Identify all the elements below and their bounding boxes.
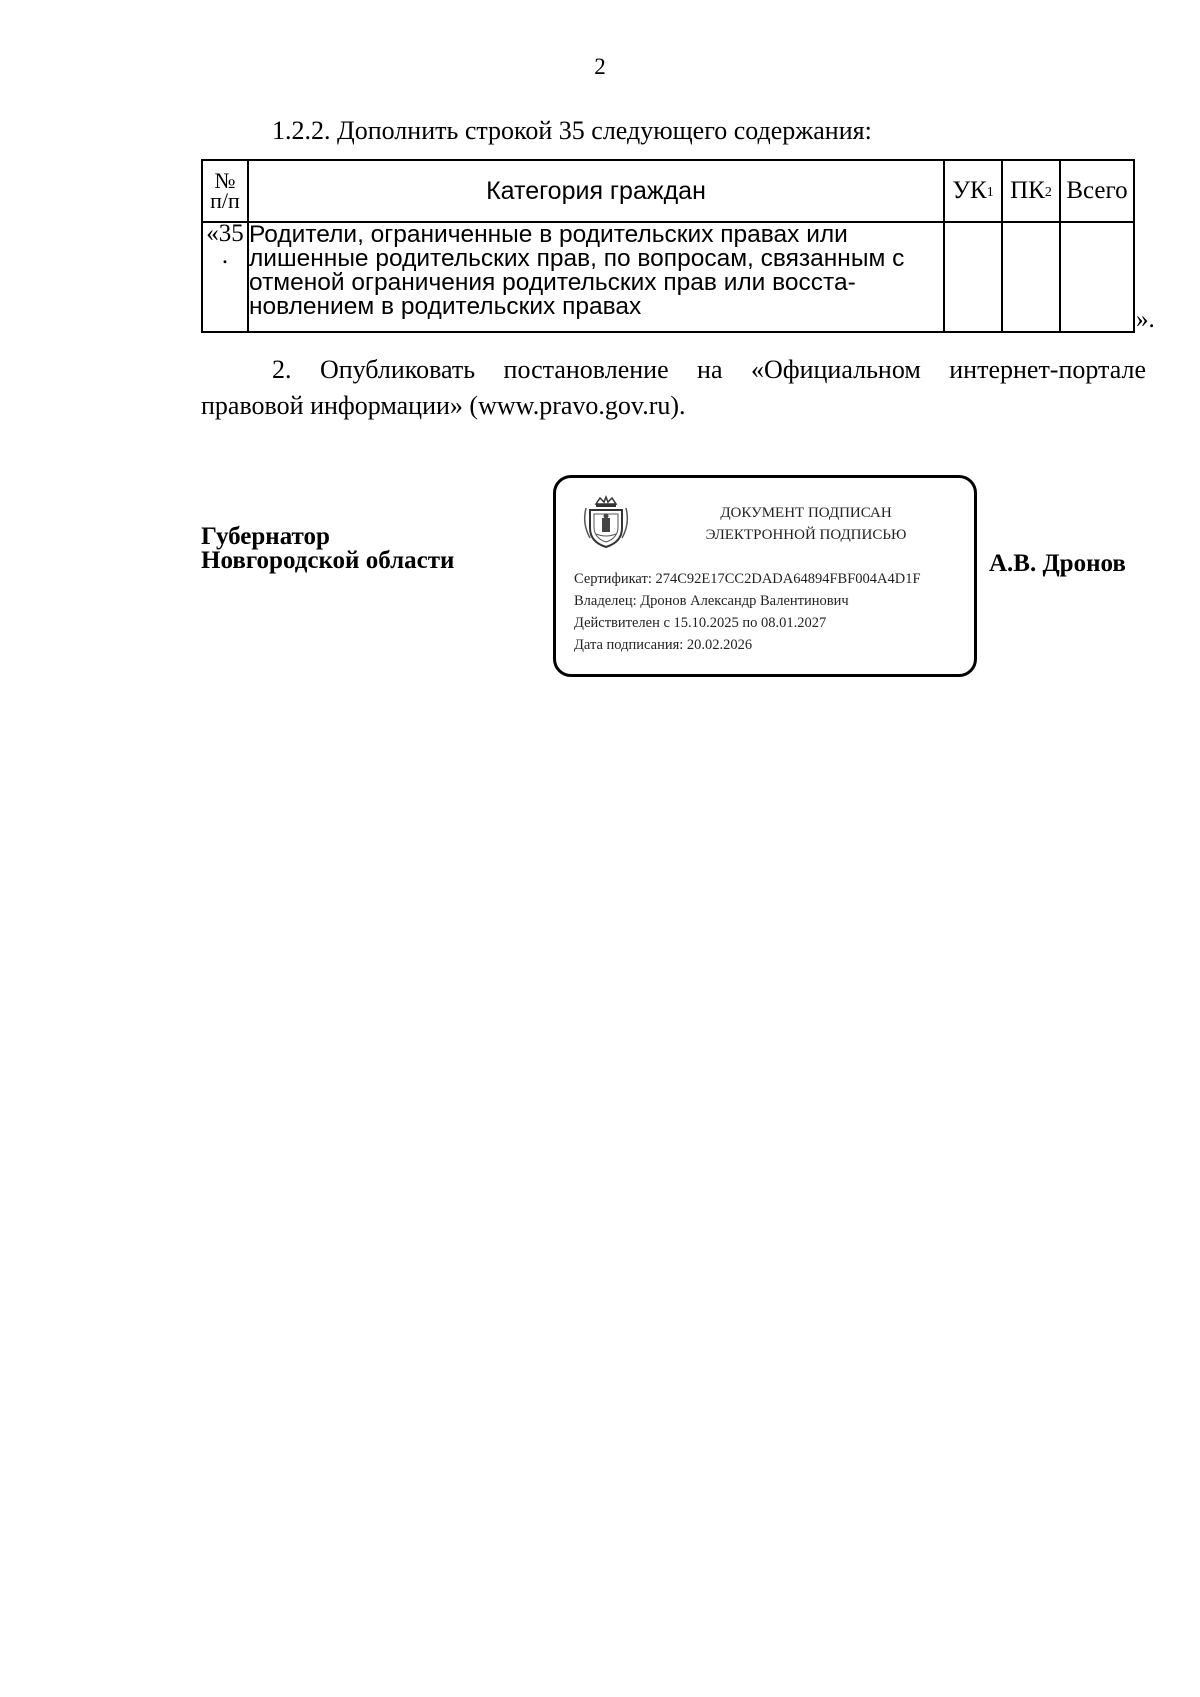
stamp-heading-line2: ЭЛЕКТРОННОЙ ПОДПИСЬЮ xyxy=(705,527,907,543)
header-num-line1: № xyxy=(214,168,236,193)
header-uk xyxy=(944,160,1002,222)
signer-title-line1: Губернатор xyxy=(201,523,330,550)
row-num-line2: . xyxy=(221,242,229,269)
table-row xyxy=(202,222,1134,332)
row-category-line: Родители, ограниченные в родительских правах или xyxy=(249,221,848,248)
row-category-line: лишенные родительских прав, по вопросам, связанным с xyxy=(249,245,905,272)
header-num-line2: п/п xyxy=(210,188,240,213)
header-num xyxy=(202,160,248,222)
table-header-row xyxy=(202,160,1134,222)
closing-quote: ». xyxy=(1136,306,1155,333)
row-uk xyxy=(944,222,1002,332)
stamp-signing-date: Дата подписания: 20.02.2026 xyxy=(574,637,753,653)
stamp-heading-line1: ДОКУМЕНТ ПОДПИСАН xyxy=(720,505,892,521)
stamp-owner: Владелец: Дронов Александр Валентинович xyxy=(574,593,849,609)
publish-paragraph-line2: правовой информации» (www.pravo.gov.ru). xyxy=(201,391,686,420)
header-category: Категория граждан xyxy=(248,160,944,222)
intro-paragraph: 1.2.2. Дополнить строкой 35 следующего содержания: xyxy=(272,116,872,145)
header-total: Всего xyxy=(1060,160,1134,222)
header-pk-footnote: 2 xyxy=(1044,185,1052,200)
row-num-line1: «35 xyxy=(206,220,244,247)
publish-paragraph-line1: 2. Опубликовать постановление на «Официальном интернет-портале xyxy=(272,355,1146,384)
stamp-validity: Действителен с 15.10.2025 по 08.01.2027 xyxy=(574,615,827,631)
row-category xyxy=(248,222,944,332)
row-total xyxy=(1060,222,1134,332)
stamp-details xyxy=(574,568,921,656)
header-pk-label: ПК xyxy=(1010,177,1045,204)
e-signature-stamp xyxy=(553,475,977,677)
signer-title-line2: Новгородской области xyxy=(201,547,455,574)
header-pk xyxy=(1002,160,1060,222)
stamp-heading xyxy=(656,502,956,546)
amendment-table-wrap xyxy=(201,159,1135,333)
amendment-table xyxy=(201,159,1135,333)
page-number: 2 xyxy=(594,54,606,79)
signer-title xyxy=(201,525,454,573)
header-uk-footnote: 1 xyxy=(986,185,994,200)
publish-paragraph xyxy=(201,352,1146,424)
header-uk-label: УК xyxy=(952,177,987,204)
stamp-certificate: Сертификат: 274C92E17CC2DADA64894FBF004A4D1F xyxy=(574,571,921,587)
row-num xyxy=(202,222,248,332)
coat-of-arms-icon xyxy=(582,494,630,550)
row-pk xyxy=(1002,222,1060,332)
row-category-line: новлением в родительских правах xyxy=(249,293,642,320)
row-category-line: отменой ограничения родительских прав или восста- xyxy=(249,269,856,296)
signer-name: А.В. Дронов xyxy=(989,550,1126,577)
